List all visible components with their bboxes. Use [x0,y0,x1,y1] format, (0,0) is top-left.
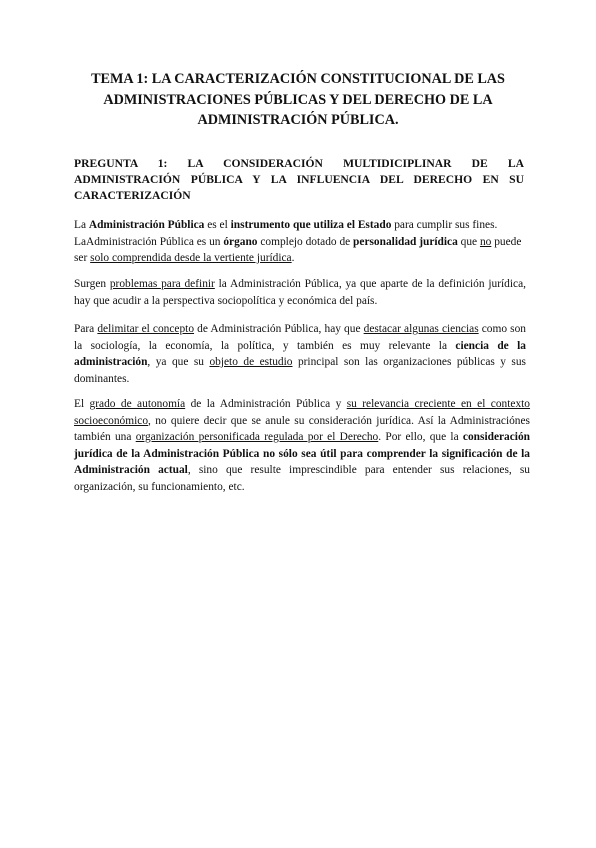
bold-term: ciencia de la administración [74,339,526,368]
paragraph-3 [74,321,526,387]
text-span: , no quiere decir que se anule su consideración jurídica. Así la Administraciónes también una [74,414,530,443]
text-span: para cumplir sus fines. [391,219,498,231]
bold-term: consideración jurídica de la Administración Pública no sólo sea útil para comprender la significación de la Administración actual [74,431,530,476]
paragraph-2 [74,276,526,309]
text-span: principal son las organizaciones públicas y sus dominantes. [74,356,526,385]
underlined-term: su relevancia creciente en el contexto socioeconómico [74,398,531,427]
text-span: de Administración Pública, hay que [194,323,364,335]
text-span: puede ser [74,235,522,264]
text-span: , ya que su [147,356,210,368]
underlined-term: delimitar el concepto [97,323,195,335]
underlined-term: grado de autonomía [89,398,186,410]
text-span: es el [204,219,231,231]
underlined-term: destacar algunas ciencias [363,323,479,335]
bold-term: órgano [223,235,258,248]
bold-term: Administración Pública [88,219,205,231]
text-span: . [291,252,295,264]
text-span: como son la sociología, la economía, la política, y también es muy relevante la [74,323,526,352]
text-span: Para [74,323,98,335]
document-title: TEMA 1: LA CARACTERIZACIÓN CONSTITUCIONAL DE LAS ADMINISTRACIONES PÚBLICAS Y DEL DERECHO DE LA ADMINISTRACIÓN PÚBLICA. [91,71,505,128]
question-heading: PREGUNTA 1: LA CONSIDERACIÓN MULTIDICIPLINAR DE LA ADMINISTRACIÓN PÚBLICA Y LA INFLUENCIA DEL DERECHO EN SU CARACTERIZACIÓN [74,157,524,202]
text-span: complejo dotado de [257,235,354,248]
text-span: . Por ello, que la [378,431,463,443]
paragraph-1 [74,217,530,267]
text-span: LaAdministración Pública es un [74,235,224,248]
text-span: que [457,235,480,248]
text-span: de la Administración Pública y [185,398,347,410]
bold-term: personalidad jurídica [353,235,458,248]
text-span: , sino que resulte imprescindible para entender sus relaciones, su organización, su funcionamiento, etc. [74,464,530,493]
underlined-term: organización personificada regulada por el Derecho [135,431,379,443]
text-span: El [74,398,90,410]
underlined-term: no [479,235,492,248]
text-span: La [74,219,89,231]
underlined-term: solo comprendida desde la vertiente jurídica [90,252,292,264]
text-span: la Administración Pública, ya que aparte de la definición jurídica, hay que acudir a la perspectiva sociopolítica y económica del país. [74,278,526,307]
bold-term: instrumento que utiliza el Estado [230,219,392,231]
paragraph-4 [74,396,530,495]
underlined-term: objeto de estudio [209,356,293,368]
underlined-term: problemas para definir [109,278,215,290]
text-span: Surgen [74,278,110,290]
